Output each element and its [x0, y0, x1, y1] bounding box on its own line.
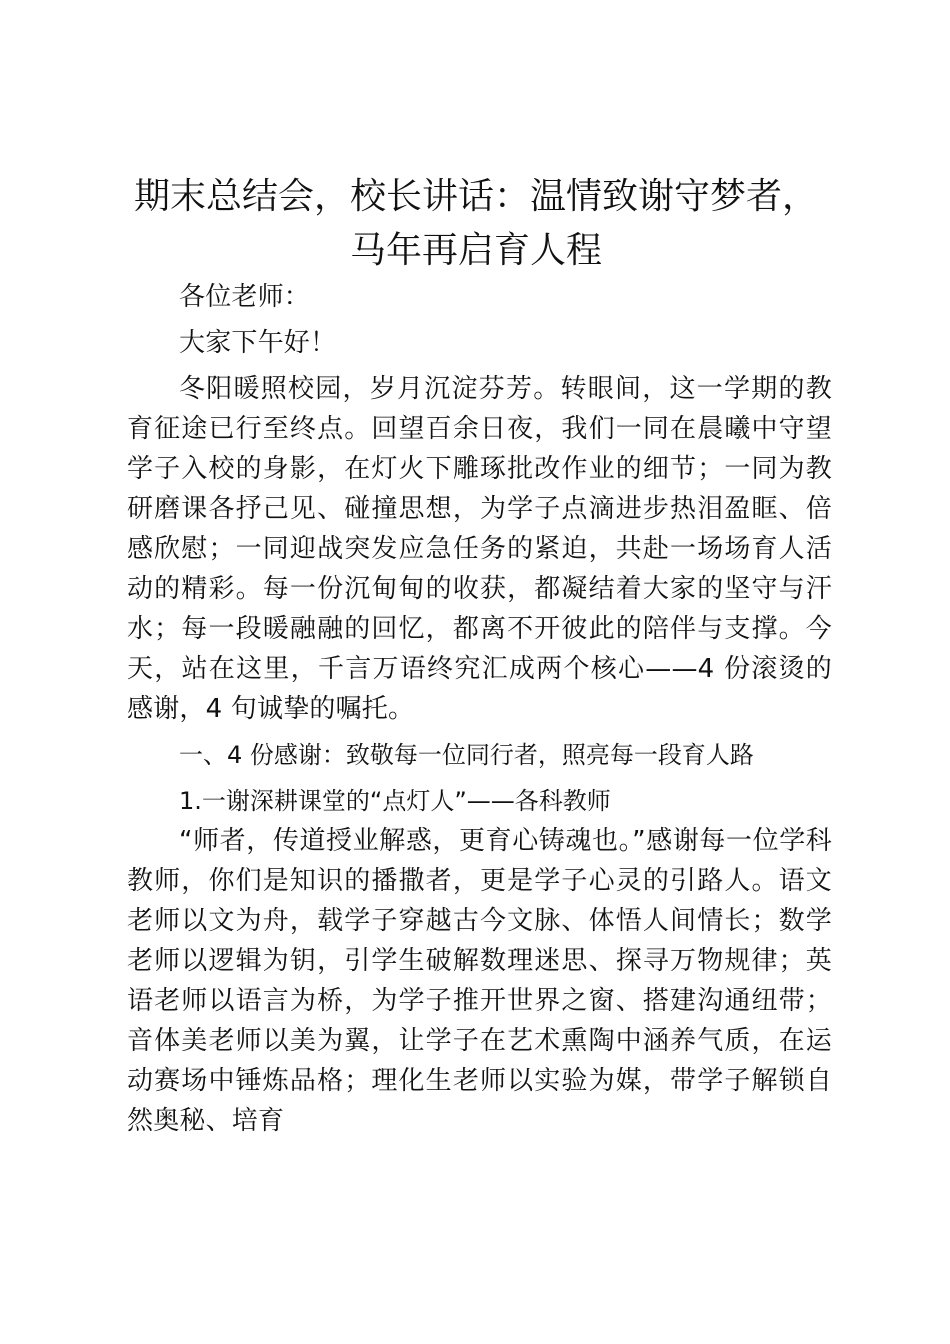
document-body: [127, 277, 832, 1141]
section-heading: 一、4 份感谢：致敬每一位同行者，照亮每一段育人路: [179, 741, 754, 769]
intro-paragraph: 冬阳暖照校园，岁月沉淀芬芳。转眼间，这一学期的教育征途已行至终点。回望百余日夜，我们一同在晨曦中守望学子入校的身影，在灯火下雕琢批改作业的细节；一同为教研磨课各抒己见、碰撞思想，为学子点滴进步热泪盈眶、倍感欣慰；一同迎战突发应急任务的紧迫，共赴一场场育人活动的精彩。每一份沉甸甸的收获，都凝结着大家的坚守与汗水；每一段暖融融的回忆，都离不开彼此的陪伴与支撑。今天，站在这里，千言万语终究汇成两个核心——4 份滚烫的感谢，4 句诚挚的嘱托。: [127, 374, 832, 724]
subsection-heading: 1.一谢深耕课堂的“点灯人”——各科教师: [179, 787, 611, 815]
document-title: 期末总结会，校长讲话：温情致谢守梦者，马年再启育人程: [133, 176, 818, 271]
subsection-paragraph: “师者，传道授业解惑，更育心铸魂也。”感谢每一位学科教师，你们是知识的播撒者，更是学子心灵的引路人。语文老师以文为舟，载学子穿越古今文脉、体悟人间情长；数学老师以逻辑为钥，引学生破解数理迷思、探寻万物规律；英语老师以语言为桥，为学子推开世界之窗、搭建沟通纽带；音体美老师以美为翼，让学子在艺术熏陶中涵养气质，在运动赛场中锤炼品格；理化生老师以实验为媒，带学子解锁自然奥秘、培育: [127, 826, 832, 1136]
salutation: 各位老师：: [179, 282, 311, 312]
greeting: 大家下午好！: [179, 328, 337, 358]
